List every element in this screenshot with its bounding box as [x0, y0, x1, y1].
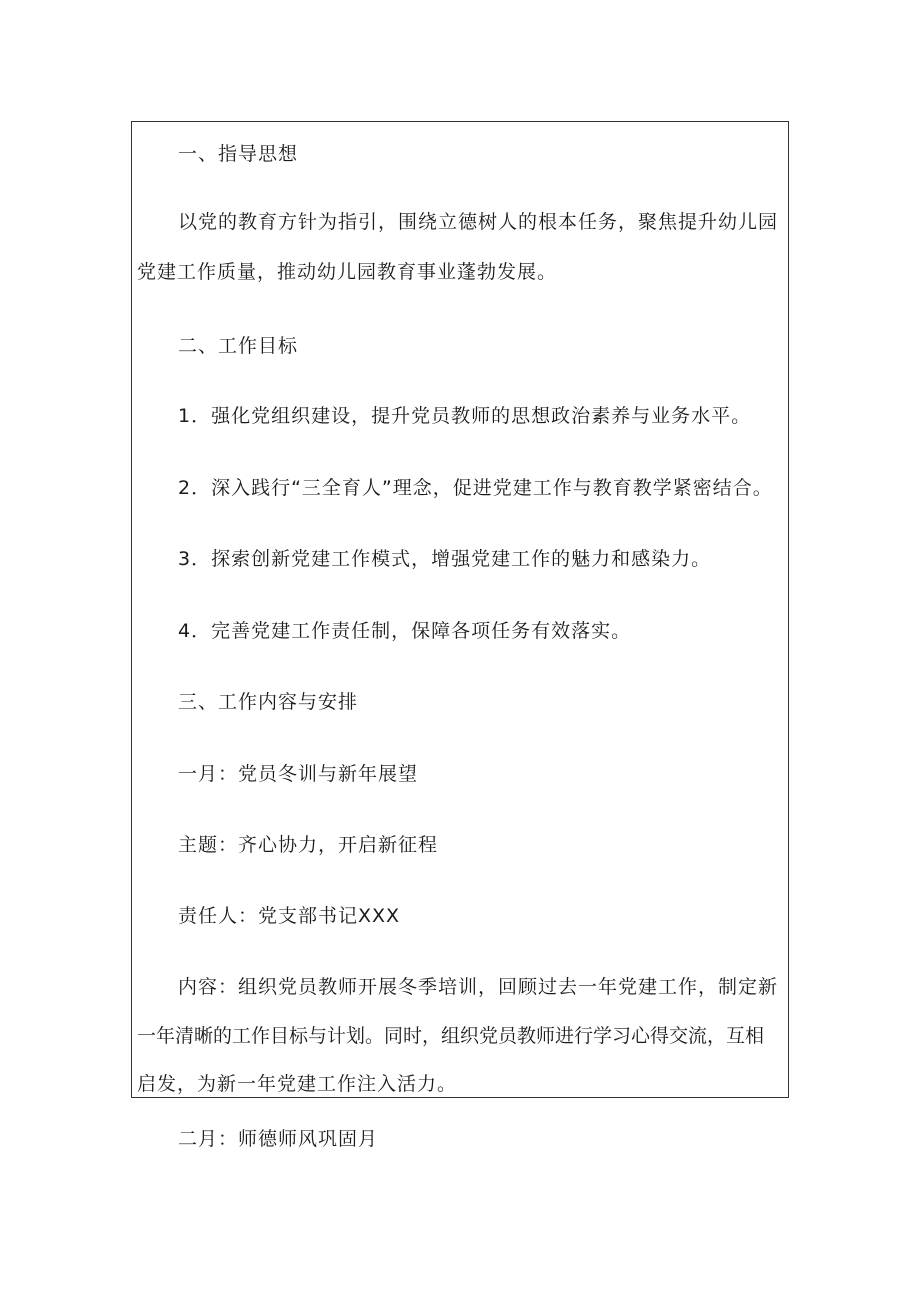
paragraph-line: 党建工作质量，推动幼儿园教育事业蓬勃发展。	[137, 261, 558, 283]
january-content-line: 一年清晰的工作目标与计划。同时，组织党员教师进行学习心得交流，互相	[137, 1025, 765, 1047]
january-content-line: 内容：组织党员教师开展冬季培训，回顾过去一年党建工作，制定新	[178, 976, 779, 998]
month-january-title: 一月：党员冬训与新年展望	[178, 763, 419, 785]
heading-work-content: 三、工作内容与安排	[178, 691, 359, 713]
month-february-title: 二月：师德师风巩固月	[178, 1128, 379, 1150]
heading-guiding-thought: 一、指导思想	[178, 143, 299, 165]
goal-item-2: 2．深入践行“三全育人”理念，促进党建工作与教育教学紧密结合。	[178, 477, 773, 499]
paragraph-line: 以党的教育方针为指引，围绕立德树人的根本任务，聚焦提升幼儿园	[178, 211, 779, 233]
goal-item-4: 4．完善党建工作责任制，保障各项任务有效落实。	[178, 620, 632, 642]
january-theme: 主题：齐心协力，开启新征程	[178, 834, 439, 856]
goal-item-1: 1．强化党组织建设，提升党员教师的思想政治素养与业务水平。	[178, 405, 752, 427]
goal-item-3: 3．探索创新党建工作模式，增强党建工作的魅力和感染力。	[178, 548, 712, 570]
heading-work-goals: 二、工作目标	[178, 335, 299, 357]
january-content-line: 启发，为新一年党建工作注入活力。	[137, 1073, 458, 1095]
january-responsible: 责任人：党支部书记XXX	[178, 905, 401, 927]
